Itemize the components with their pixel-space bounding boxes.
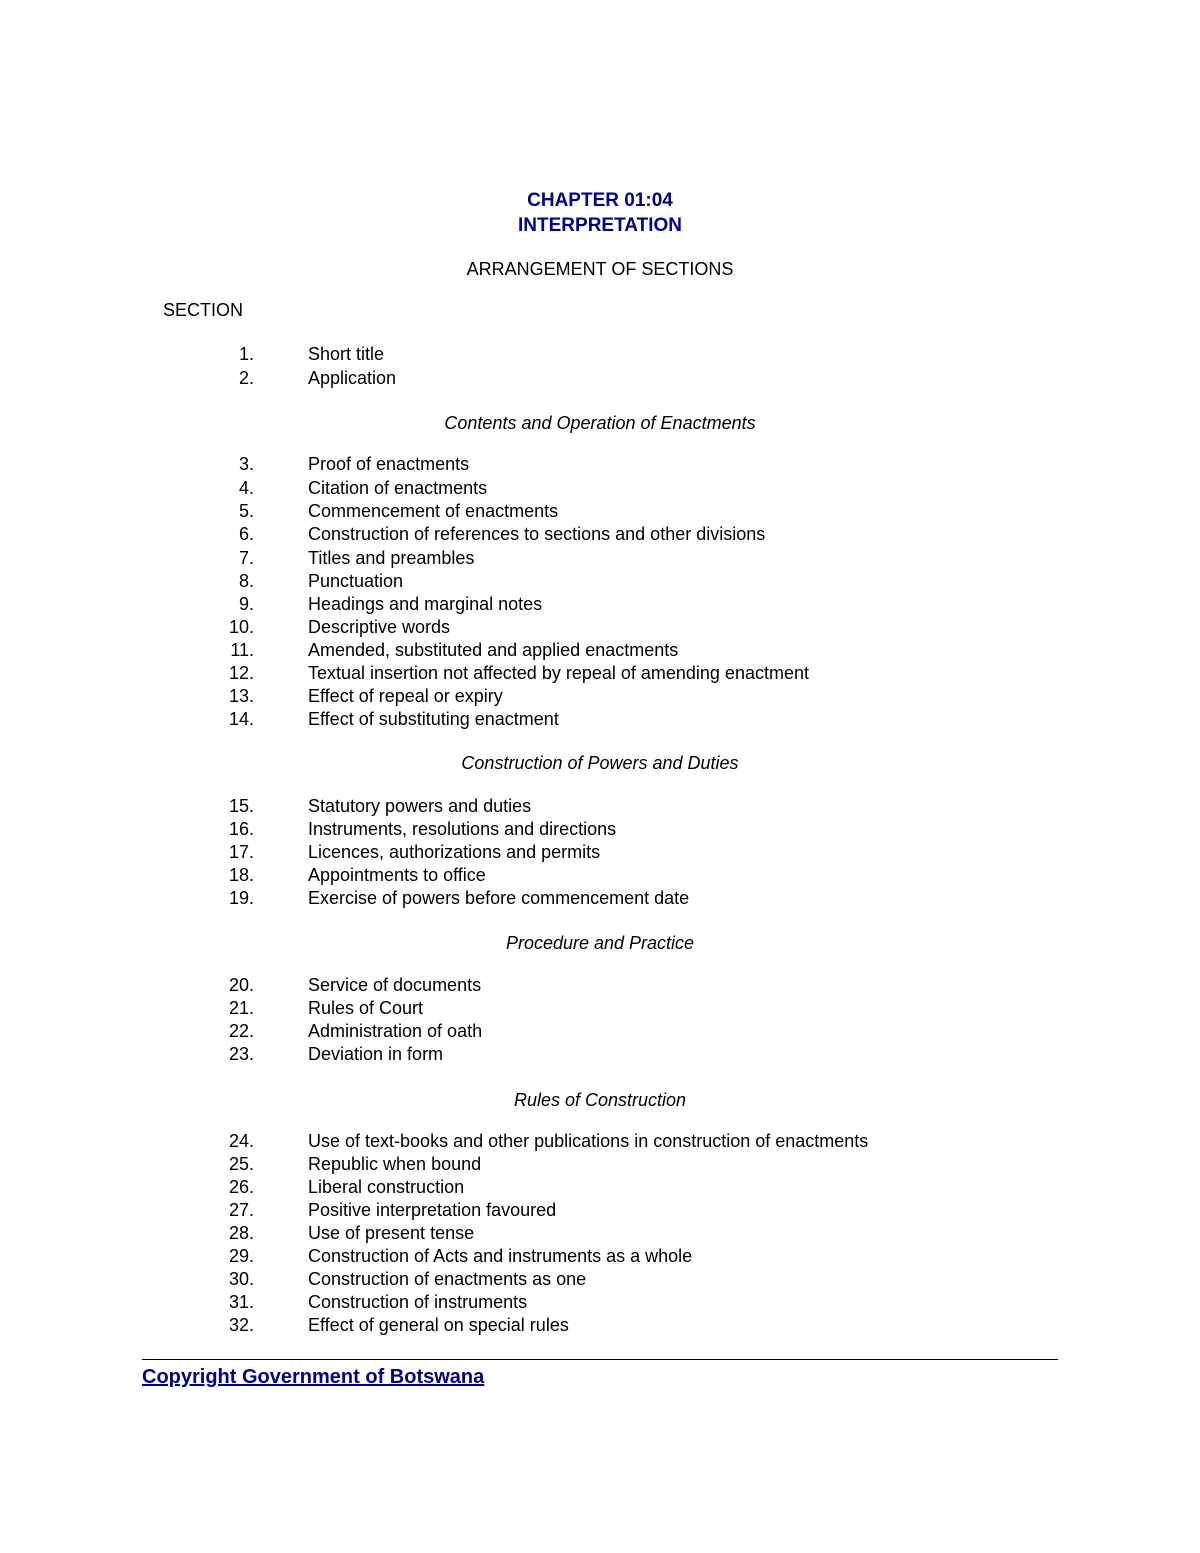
section-row bbox=[0, 1314, 1200, 1337]
section-title: Application bbox=[308, 368, 397, 388]
section-number: 1. bbox=[238, 344, 254, 364]
section-title: Citation of enactments bbox=[308, 478, 488, 498]
section-number: 24. bbox=[228, 1131, 254, 1151]
section-title: Rules of Court bbox=[308, 998, 424, 1018]
section-title: Service of documents bbox=[308, 975, 482, 995]
section-row bbox=[0, 367, 1200, 390]
section-row bbox=[0, 708, 1200, 731]
section-number: 19. bbox=[228, 888, 254, 908]
section-number: 30. bbox=[228, 1269, 254, 1289]
section-number: 2. bbox=[238, 368, 254, 388]
section-row bbox=[0, 547, 1200, 570]
section-number: 7. bbox=[238, 548, 254, 568]
section-title: Effect of general on special rules bbox=[308, 1315, 569, 1335]
section-number: 13. bbox=[228, 686, 254, 706]
copyright-link[interactable]: Copyright Government of Botswana bbox=[142, 1366, 485, 1388]
section-title: Administration of oath bbox=[308, 1021, 483, 1041]
section-title: Punctuation bbox=[308, 571, 404, 591]
section-title: Exercise of powers before commencement date bbox=[308, 888, 690, 908]
section-title: Construction of Acts and instruments as a whole bbox=[308, 1246, 693, 1266]
section-row bbox=[0, 1153, 1200, 1176]
chapter-title: INTERPRETATION bbox=[518, 215, 682, 236]
section-row bbox=[0, 477, 1200, 500]
section-number: 11. bbox=[230, 640, 254, 660]
section-number: 16. bbox=[228, 819, 254, 839]
section-number: 26. bbox=[228, 1177, 254, 1197]
section-row bbox=[0, 523, 1200, 546]
section-title: Statutory powers and duties bbox=[308, 796, 532, 816]
section-row bbox=[0, 639, 1200, 662]
section-row bbox=[0, 685, 1200, 708]
arrangement-heading: ARRANGEMENT OF SECTIONS bbox=[466, 259, 734, 279]
section-title: Effect of substituting enactment bbox=[308, 709, 559, 729]
section-title: Headings and marginal notes bbox=[308, 594, 543, 614]
section-number: 15. bbox=[228, 796, 254, 816]
section-number: 17. bbox=[228, 842, 254, 862]
section-title: Positive interpretation favoured bbox=[308, 1200, 557, 1220]
section-row bbox=[0, 593, 1200, 616]
section-row bbox=[0, 1222, 1200, 1245]
section-number: 29. bbox=[228, 1246, 254, 1266]
section-title: Textual insertion not affected by repeal of amending enactment bbox=[308, 663, 809, 683]
section-title: Construction of instruments bbox=[308, 1292, 528, 1312]
footer-rule bbox=[142, 1359, 1058, 1360]
section-title: Appointments to office bbox=[308, 865, 486, 885]
section-number: 14. bbox=[228, 709, 254, 729]
section-row bbox=[0, 453, 1200, 476]
section-number: 12. bbox=[228, 663, 254, 683]
section-row bbox=[0, 864, 1200, 887]
section-title: Titles and preambles bbox=[308, 548, 475, 568]
section-title: Republic when bound bbox=[308, 1154, 482, 1174]
section-row bbox=[0, 1268, 1200, 1291]
section-title: Commencement of enactments bbox=[308, 501, 559, 521]
section-number: 32. bbox=[228, 1315, 254, 1335]
section-row bbox=[0, 887, 1200, 910]
section-row bbox=[0, 841, 1200, 864]
section-row bbox=[0, 1043, 1200, 1066]
section-row bbox=[0, 818, 1200, 841]
section-number: 27. bbox=[228, 1200, 254, 1220]
section-number: 25. bbox=[228, 1154, 254, 1174]
section-number: 8. bbox=[238, 571, 254, 591]
section-number: 6. bbox=[238, 524, 254, 544]
section-row bbox=[0, 1020, 1200, 1043]
section-number: 23. bbox=[228, 1044, 254, 1064]
section-title: Effect of repeal or expiry bbox=[308, 686, 503, 706]
section-row bbox=[0, 1245, 1200, 1268]
section-title: Use of present tense bbox=[308, 1223, 475, 1243]
section-number: 22. bbox=[228, 1021, 254, 1041]
section-title: Descriptive words bbox=[308, 617, 451, 637]
group-heading: Procedure and Practice bbox=[505, 933, 695, 953]
group-heading: Rules of Construction bbox=[513, 1090, 687, 1110]
section-title: Liberal construction bbox=[308, 1177, 465, 1197]
section-number: 5. bbox=[238, 501, 254, 521]
section-row bbox=[0, 1130, 1200, 1153]
section-row bbox=[0, 974, 1200, 997]
section-row bbox=[0, 616, 1200, 639]
section-title: Construction of enactments as one bbox=[308, 1269, 587, 1289]
section-number: 4. bbox=[238, 478, 254, 498]
section-row bbox=[0, 1176, 1200, 1199]
section-row bbox=[0, 343, 1200, 366]
section-number: 10. bbox=[228, 617, 254, 637]
section-row bbox=[0, 997, 1200, 1020]
section-title: Use of text-books and other publications in construction of enactments bbox=[308, 1131, 869, 1151]
section-row bbox=[0, 662, 1200, 685]
section-title: Instruments, resolutions and directions bbox=[308, 819, 617, 839]
section-number: 3. bbox=[238, 454, 254, 474]
section-number: 20. bbox=[228, 975, 254, 995]
section-number: 31. bbox=[228, 1292, 254, 1312]
section-row bbox=[0, 570, 1200, 593]
section-number: 28. bbox=[228, 1223, 254, 1243]
section-row bbox=[0, 1291, 1200, 1314]
section-column-label: SECTION bbox=[163, 300, 244, 320]
section-title: Amended, substituted and applied enactments bbox=[308, 640, 679, 660]
section-title: Licences, authorizations and permits bbox=[308, 842, 601, 862]
chapter-heading: CHAPTER 01:04 bbox=[527, 190, 673, 211]
section-number: 18. bbox=[228, 865, 254, 885]
section-number: 9. bbox=[238, 594, 254, 614]
section-title: Construction of references to sections and other divisions bbox=[308, 524, 766, 544]
section-row bbox=[0, 1199, 1200, 1222]
section-title: Short title bbox=[308, 344, 385, 364]
section-row bbox=[0, 795, 1200, 818]
section-title: Deviation in form bbox=[308, 1044, 444, 1064]
group-heading: Contents and Operation of Enactments bbox=[444, 413, 756, 433]
section-title: Proof of enactments bbox=[308, 454, 470, 474]
section-row bbox=[0, 500, 1200, 523]
group-heading: Construction of Powers and Duties bbox=[461, 753, 739, 773]
section-number: 21. bbox=[228, 998, 254, 1018]
